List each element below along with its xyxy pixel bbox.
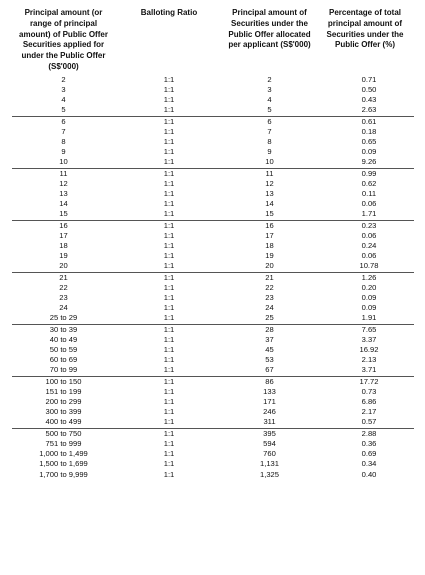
cell-principal-range: 60 to 69 <box>49 355 78 365</box>
table-row <box>12 147 414 157</box>
cell-percentage: 0.50 <box>361 84 377 94</box>
cell-amount-allocated: 4 <box>267 95 272 105</box>
cell-amount-allocated: 133 <box>263 386 276 396</box>
cell-percentage: 2.63 <box>361 105 377 115</box>
table-row <box>12 95 414 105</box>
header-balloting-ratio: Balloting Ratio <box>140 8 198 17</box>
cell-amount-allocated: 86 <box>223 376 316 387</box>
cell-balloting-ratio: 1:1 <box>163 469 175 479</box>
cell-amount-allocated: 12 <box>265 178 274 188</box>
cell-balloting-ratio: 1:1 <box>163 178 175 188</box>
cell-balloting-ratio: 1:1 <box>163 261 175 271</box>
cell-percentage: 0.57 <box>361 417 377 427</box>
cell-principal-range: 22 <box>59 282 68 292</box>
cell-amount-allocated: 18 <box>265 241 274 251</box>
cell-balloting-ratio: 1:1 <box>163 407 175 417</box>
cell-principal-range: 1,500 to 1,699 <box>39 459 88 469</box>
cell-amount-allocated: 17 <box>265 230 274 240</box>
cell-principal-range: 500 to 750 <box>12 428 115 439</box>
cell-principal-range: 151 to 199 <box>45 386 82 396</box>
table-row <box>12 137 414 147</box>
cell-amount-allocated: 311 <box>263 417 276 427</box>
cell-balloting-ratio: 1:1 <box>163 157 175 167</box>
cell-principal-range: 300 to 399 <box>45 407 82 417</box>
cell-percentage: 0.34 <box>361 459 377 469</box>
cell-principal-range: 200 to 299 <box>45 397 82 407</box>
cell-principal-range: 70 to 99 <box>49 365 78 375</box>
cell-percentage: 2.88 <box>316 428 414 439</box>
cell-balloting-ratio: 1:1 <box>163 417 175 427</box>
allocation-table-container <box>12 8 414 480</box>
cell-percentage: 0.71 <box>361 74 377 84</box>
cell-amount-allocated: 19 <box>265 251 274 261</box>
cell-percentage: 9.26 <box>361 157 377 167</box>
cell-balloting-ratio: 1:1 <box>115 376 223 387</box>
cell-principal-range: 751 to 999 <box>45 438 82 448</box>
cell-amount-allocated: 10 <box>265 157 274 167</box>
cell-percentage: 3.37 <box>361 334 377 344</box>
cell-amount-allocated: 2 <box>267 74 272 84</box>
cell-principal-range: 10 <box>59 157 68 167</box>
table-body <box>12 75 414 480</box>
cell-percentage: 0.43 <box>361 95 377 105</box>
cell-balloting-ratio: 1:1 <box>163 137 175 146</box>
cell-percentage: 0.09 <box>361 147 377 157</box>
cell-percentage: 0.73 <box>361 386 377 396</box>
cell-amount-allocated: 53 <box>265 355 274 365</box>
cell-amount-allocated: 171 <box>263 397 276 407</box>
cell-balloting-ratio: 1:1 <box>163 438 175 448</box>
cell-percentage: 2.17 <box>361 407 377 417</box>
cell-principal-range: 40 to 49 <box>49 334 78 344</box>
table-row <box>12 199 414 209</box>
cell-amount-allocated: 760 <box>263 449 276 459</box>
cell-principal-range: 2 <box>61 74 66 84</box>
cell-percentage: 0.61 <box>316 116 414 127</box>
cell-balloting-ratio: 1:1 <box>163 126 175 136</box>
cell-balloting-ratio: 1:1 <box>163 365 175 375</box>
cell-principal-range: 5 <box>61 105 66 115</box>
cell-amount-allocated: 594 <box>263 438 276 448</box>
cell-principal-range: 17 <box>59 230 68 240</box>
cell-amount-allocated: 5 <box>267 105 272 115</box>
cell-amount-allocated: 45 <box>265 345 274 355</box>
table-row <box>12 293 414 303</box>
cell-balloting-ratio: 1:1 <box>115 168 223 179</box>
cell-amount-allocated: 3 <box>267 84 272 94</box>
header-principal-amount-applied: Principal amount (or range of principal amount) of Public Offer Securities applied for under the Public Offer (S$'000) <box>19 8 108 71</box>
cell-principal-range: 50 to 59 <box>49 345 78 355</box>
table-row <box>12 272 414 283</box>
cell-amount-allocated: 395 <box>223 428 316 439</box>
cell-amount-allocated: 22 <box>265 282 274 292</box>
table-row <box>12 397 414 407</box>
table-row <box>12 470 414 480</box>
cell-amount-allocated: 15 <box>265 209 274 219</box>
cell-percentage: 0.06 <box>361 230 377 240</box>
cell-amount-allocated: 246 <box>263 407 276 417</box>
table-row <box>12 313 414 324</box>
cell-balloting-ratio: 1:1 <box>163 459 175 469</box>
cell-percentage: 6.86 <box>361 397 377 407</box>
table-row <box>12 127 414 137</box>
cell-percentage: 1.26 <box>316 272 414 283</box>
cell-principal-range: 25 to 29 <box>49 313 78 323</box>
cell-percentage: 10.78 <box>359 261 379 271</box>
cell-balloting-ratio: 1:1 <box>115 116 223 127</box>
cell-balloting-ratio: 1:1 <box>163 386 175 396</box>
cell-principal-range: 16 <box>12 220 115 231</box>
cell-percentage: 1.71 <box>361 209 377 219</box>
cell-amount-allocated: 37 <box>265 334 274 344</box>
allocation-table <box>12 8 414 480</box>
cell-amount-allocated: 20 <box>265 261 274 271</box>
table-row <box>12 407 414 417</box>
cell-percentage: 7.65 <box>316 324 414 335</box>
cell-amount-allocated: 8 <box>267 137 272 146</box>
table-row <box>12 116 414 127</box>
cell-balloting-ratio: 1:1 <box>163 74 175 84</box>
cell-principal-range: 12 <box>59 178 68 188</box>
cell-amount-allocated: 11 <box>223 168 316 179</box>
cell-principal-range: 100 to 150 <box>12 376 115 387</box>
table-row <box>12 189 414 199</box>
cell-principal-range: 19 <box>59 251 68 261</box>
cell-balloting-ratio: 1:1 <box>163 334 175 344</box>
cell-principal-range: 6 <box>12 116 115 127</box>
cell-principal-range: 400 to 499 <box>45 417 82 427</box>
cell-percentage: 0.99 <box>316 168 414 179</box>
cell-percentage: 0.69 <box>361 449 377 459</box>
cell-amount-allocated: 25 <box>265 313 274 323</box>
table-row <box>12 251 414 261</box>
cell-balloting-ratio: 1:1 <box>163 345 175 355</box>
table-row <box>12 209 414 220</box>
cell-principal-range: 1,700 to 9,999 <box>39 469 88 479</box>
cell-percentage: 17.72 <box>316 376 414 387</box>
cell-balloting-ratio: 1:1 <box>163 449 175 459</box>
table-row <box>12 417 414 428</box>
cell-percentage: 0.06 <box>361 251 377 261</box>
table-row <box>12 179 414 189</box>
cell-percentage: 0.18 <box>361 126 377 136</box>
cell-amount-allocated: 13 <box>265 189 274 199</box>
cell-balloting-ratio: 1:1 <box>163 95 175 105</box>
cell-percentage: 1.91 <box>361 313 377 323</box>
table-row <box>12 439 414 449</box>
cell-amount-allocated: 1,325 <box>259 469 279 479</box>
table-row <box>12 376 414 387</box>
header-percentage-total: Percentage of total principal amount of Securities under the Public Offer (%) <box>326 8 404 50</box>
cell-principal-range: 30 to 39 <box>12 324 115 335</box>
table-row <box>12 85 414 95</box>
cell-percentage: 16.92 <box>359 345 379 355</box>
cell-percentage: 3.71 <box>361 365 377 375</box>
table-header-row <box>12 8 414 75</box>
cell-balloting-ratio: 1:1 <box>163 199 175 209</box>
cell-percentage: 0.23 <box>316 220 414 231</box>
cell-balloting-ratio: 1:1 <box>163 313 175 323</box>
cell-balloting-ratio: 1:1 <box>115 324 223 335</box>
table-row <box>12 303 414 313</box>
table-row <box>12 345 414 355</box>
table-row <box>12 324 414 335</box>
cell-principal-range: 13 <box>59 189 68 199</box>
table-row <box>12 168 414 179</box>
table-row <box>12 355 414 365</box>
table-row <box>12 335 414 345</box>
cell-principal-range: 21 <box>12 272 115 283</box>
cell-balloting-ratio: 1:1 <box>163 397 175 407</box>
cell-balloting-ratio: 1:1 <box>163 303 175 313</box>
cell-principal-range: 24 <box>59 303 68 313</box>
table-row <box>12 387 414 397</box>
table-row <box>12 428 414 439</box>
cell-principal-range: 15 <box>59 209 68 219</box>
cell-principal-range: 20 <box>59 261 68 271</box>
cell-principal-range: 11 <box>12 168 115 179</box>
table-row <box>12 283 414 293</box>
cell-percentage: 0.11 <box>361 189 377 199</box>
table-row <box>12 105 414 116</box>
cell-amount-allocated: 1,131 <box>259 459 279 469</box>
cell-balloting-ratio: 1:1 <box>163 251 175 261</box>
cell-balloting-ratio: 1:1 <box>163 241 175 251</box>
table-row <box>12 261 414 272</box>
cell-principal-range: 7 <box>61 126 66 136</box>
header-amount-allocated: Principal amount of Securities under the Public Offer allocated per applicant (S$'000) <box>228 8 311 50</box>
table-row <box>12 365 414 376</box>
cell-balloting-ratio: 1:1 <box>163 355 175 365</box>
table-row <box>12 231 414 241</box>
cell-amount-allocated: 23 <box>265 293 274 303</box>
cell-principal-range: 4 <box>61 95 66 105</box>
cell-percentage: 0.62 <box>361 178 377 188</box>
cell-balloting-ratio: 1:1 <box>163 84 175 94</box>
cell-amount-allocated: 28 <box>223 324 316 335</box>
cell-principal-range: 9 <box>61 147 66 157</box>
cell-amount-allocated: 16 <box>223 220 316 231</box>
cell-amount-allocated: 14 <box>265 199 274 209</box>
cell-principal-range: 14 <box>59 199 68 209</box>
cell-principal-range: 8 <box>61 137 66 146</box>
cell-percentage: 0.36 <box>361 438 377 448</box>
cell-principal-range: 1,000 to 1,499 <box>39 449 88 459</box>
cell-principal-range: 3 <box>61 84 66 94</box>
cell-amount-allocated: 24 <box>265 303 274 313</box>
table-row <box>12 75 414 85</box>
cell-percentage: 0.65 <box>361 137 377 146</box>
cell-percentage: 0.40 <box>361 469 377 479</box>
cell-percentage: 0.06 <box>361 199 377 209</box>
cell-percentage: 0.09 <box>361 303 377 313</box>
cell-amount-allocated: 6 <box>223 116 316 127</box>
cell-balloting-ratio: 1:1 <box>115 272 223 283</box>
cell-principal-range: 23 <box>59 293 68 303</box>
cell-percentage: 0.24 <box>361 241 377 251</box>
cell-balloting-ratio: 1:1 <box>115 428 223 439</box>
cell-balloting-ratio: 1:1 <box>163 105 175 115</box>
table-row <box>12 220 414 231</box>
cell-balloting-ratio: 1:1 <box>115 220 223 231</box>
table-row <box>12 157 414 168</box>
cell-balloting-ratio: 1:1 <box>163 189 175 199</box>
table-row <box>12 459 414 469</box>
cell-principal-range: 18 <box>59 241 68 251</box>
cell-amount-allocated: 67 <box>265 365 274 375</box>
cell-balloting-ratio: 1:1 <box>163 147 175 157</box>
cell-amount-allocated: 21 <box>223 272 316 283</box>
cell-balloting-ratio: 1:1 <box>163 293 175 303</box>
cell-percentage: 2.13 <box>361 355 377 365</box>
cell-balloting-ratio: 1:1 <box>163 282 175 292</box>
cell-amount-allocated: 7 <box>267 126 272 136</box>
cell-percentage: 0.20 <box>361 282 377 292</box>
table-row <box>12 241 414 251</box>
cell-balloting-ratio: 1:1 <box>163 209 175 219</box>
cell-percentage: 0.09 <box>361 293 377 303</box>
cell-balloting-ratio: 1:1 <box>163 230 175 240</box>
table-row <box>12 449 414 459</box>
cell-amount-allocated: 9 <box>267 147 272 157</box>
